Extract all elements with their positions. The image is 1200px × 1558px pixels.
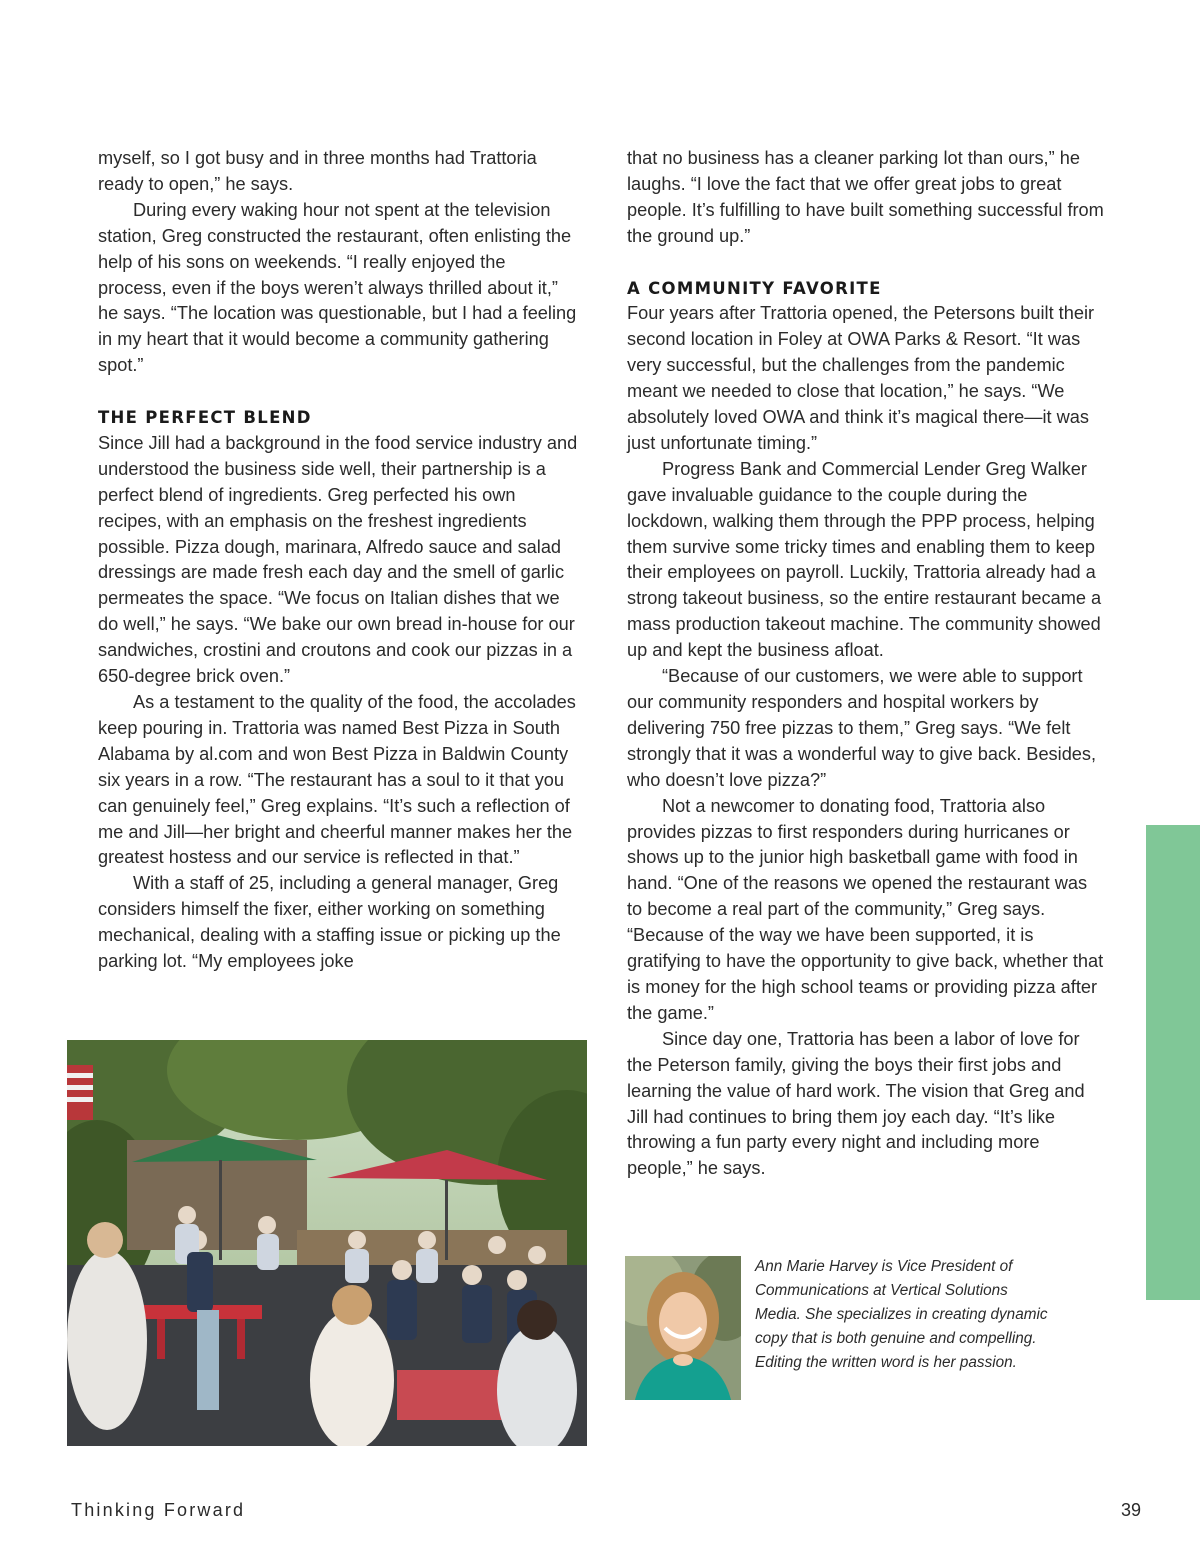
article-paragraph: During every waking hour not spent at the television station, Greg constructed the restaurant, often enlisting the help of his sons on weekends. “I really enjoyed the process, even if the boys weren’t always thrilled about it,” he says. “The location was questionable, but I had a feeling in my heart that it would become a community gathering spot.” xyxy=(98,199,577,376)
article-paragraph: Not a newcomer to donating food, Trattoria also provides pizzas to first responders during hurricanes or shows up to the junior high basketball game with food in hand. “One of the reasons we opened the restaurant was to become a real part of the community,” Greg says. “Because of the way we have been supported, it is gratifying to have the opportunity to give back, whether that is money for the high school teams or providing pizza after the game.” xyxy=(627,795,1104,1023)
article-paragraph: As a testament to the quality of the food, the accolades keep pouring in. Trattoria was named Best Pizza in South Alabama by al.com and won Best Pizza in Baldwin County six years in a row. “The restaurant has a soul to it that you can genuinely feel,” Greg explains. “It’s such a reflection of me and Jill—her bright and cheerful manner makes her the greatest hostess and our service is reflected in that.” xyxy=(98,692,576,868)
headshot-illustration xyxy=(625,1256,741,1400)
publication-title: Thinking Forward xyxy=(71,1500,246,1520)
patio-photo-illustration xyxy=(67,1040,587,1446)
article-paragraph: Four years after Trattoria opened, the Petersons built their second location in Foley at OWA Parks & Resort. “It was very successful, but the challenges from the pandemic meant we needed to close that location,” he says. “We absolutely loved OWA and think it’s magical there—it was just unfortunate timing.” xyxy=(627,303,1095,453)
author-bio: Ann Marie Harvey is Vice President of Communications at Vertical Solutions Media. She specializes in creating dynamic copy that is both genuine and compelling. Editing the written word is her passion. xyxy=(755,1258,1048,1371)
article-right-column xyxy=(627,146,1107,1182)
page-number: 39 xyxy=(1121,1500,1142,1520)
section-heading-community-favorite: A COMMUNITY FAVORITE xyxy=(627,278,882,298)
article-paragraph: that no business has a cleaner parking lot than ours,” he laughs. “I love the fact that we offer great jobs to great people. It’s fulfilling to have built something successful from the ground up.” xyxy=(627,148,1104,246)
article-paragraph: “Because of our customers, we were able to support our community responders and hospital workers by delivering 750 free pizzas to them,” Greg says. “We felt strongly that it was a wonderful way to give back. Besides, who doesn’t love pizza?” xyxy=(627,666,1097,790)
article-paragraph: With a staff of 25, including a general manager, Greg considers himself the fixer, either working on something mechanical, dealing with a staffing issue or picking up the parking lot. “My employees joke xyxy=(98,873,561,972)
author-headshot xyxy=(625,1256,741,1400)
restaurant-patio-photo xyxy=(67,1040,587,1446)
article-paragraph: Since Jill had a background in the food service industry and understood the business side well, their partnership is a perfect blend of ingredients. Greg perfected his own recipes, with an emphasis on the freshest ingredients possible. Pizza dough, marinara, Alfredo sauce and salad dressings are made fresh each day and the smell of garlic permeates the space. “We focus on Italian dishes that we do well,” he says. “We bake our own bread in-house for our sandwiches, crostini and croutons and cook our pizzas in a 650-degree brick oven.” xyxy=(98,432,578,687)
article-paragraph: Since day one, Trattoria has been a labor of love for the Peterson family, giving the boys their first jobs and learning the value of hard work. The vision that Greg and Jill had continues to bring them joy each day. “It’s like throwing a fun party every night and including more people,” he says. xyxy=(627,1028,1085,1179)
article-paragraph: myself, so I got busy and in three months had Trattoria ready to open,” he says. xyxy=(98,148,537,194)
section-color-tab xyxy=(1146,825,1200,1300)
section-heading-perfect-blend: THE PERFECT BLEND xyxy=(98,408,312,428)
article-left-column xyxy=(98,146,578,975)
article-paragraph: Progress Bank and Commercial Lender Greg Walker gave invaluable guidance to the couple during the lockdown, walking them through the PPP process, helping them survive some tricky times and enabling them to keep their employees on payroll. Luckily, Trattoria already had a strong takeout business, so the entire restaurant became a mass production takeout machine. The community showed up and kept the business afloat. xyxy=(627,458,1102,661)
